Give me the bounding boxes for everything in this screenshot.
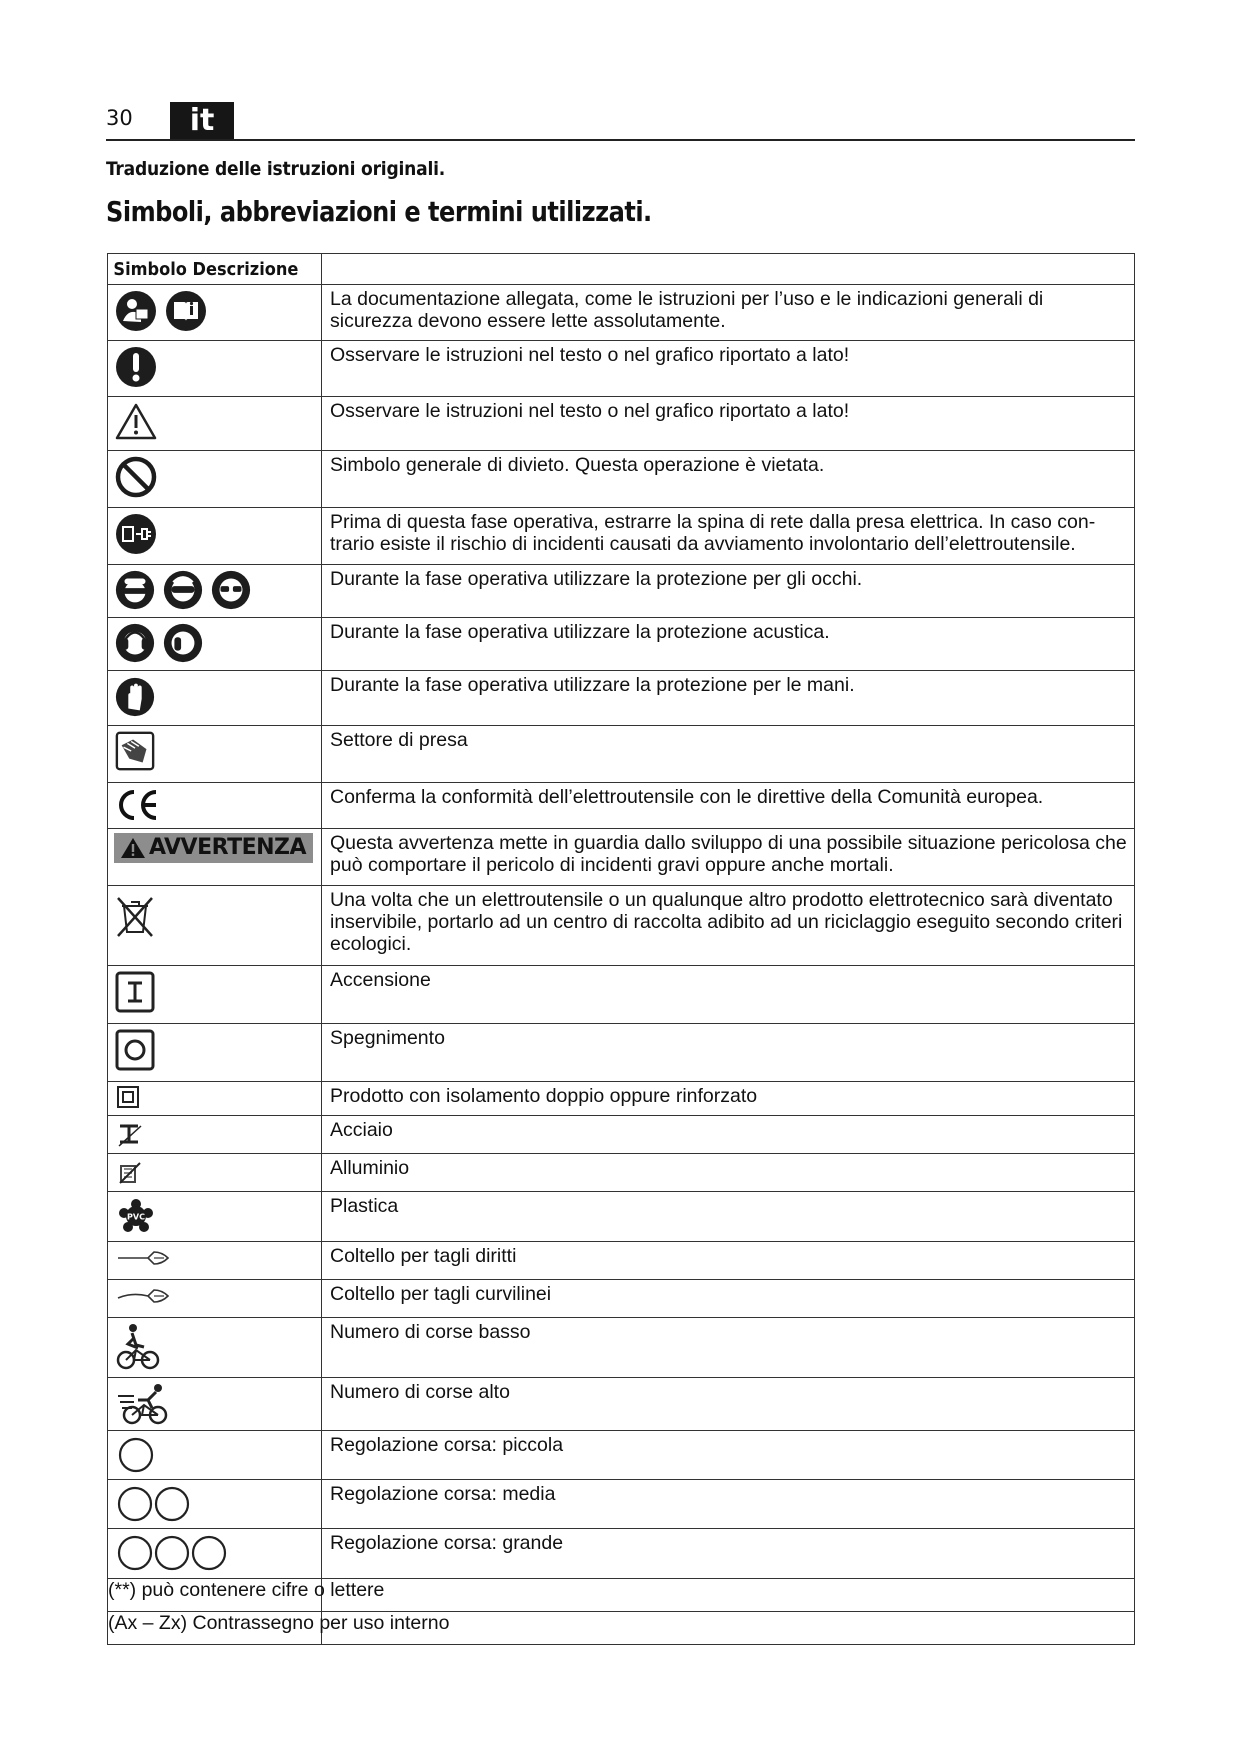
row-description: Una volta che un elettroutensile o un qualunque altro prodotto elettrotecnico sarà diventato inservibile, portarlo ad un centro di raccolta adibito ad un riciclaggio eseguito secondo criteri ecologici. xyxy=(322,886,1135,966)
ear-protection-icon xyxy=(162,622,204,664)
row-description: Coltello per tagli diritti xyxy=(322,1242,1135,1280)
table-row xyxy=(108,565,1135,618)
steel-beam-icon xyxy=(116,1120,144,1148)
stroke-medium-icon xyxy=(116,1484,192,1524)
table-row xyxy=(108,783,1135,829)
warning-badge xyxy=(114,833,313,863)
table-row xyxy=(108,1280,1135,1318)
table-row xyxy=(108,341,1135,397)
warning-badge-label: AVVERTENZA xyxy=(149,835,306,860)
goggles-helmet-icon xyxy=(162,569,204,611)
table-row xyxy=(108,451,1135,508)
grip-area-icon xyxy=(114,730,156,772)
row-description: Regolazione corsa: piccola xyxy=(322,1431,1135,1480)
row-description: Accensione xyxy=(322,966,1135,1024)
table-row xyxy=(108,1024,1135,1082)
row-description: Durante la fase operativa utilizzare la protezione acustica. xyxy=(322,618,1135,671)
note-text: (**) può contenere cifre o lettere xyxy=(108,1579,385,1601)
table-header-label: Simbolo Descrizione xyxy=(113,259,299,280)
note-row xyxy=(108,1579,1135,1612)
table-row xyxy=(108,1192,1135,1242)
language-badge: it xyxy=(170,102,234,139)
table-row xyxy=(108,1082,1135,1116)
document-subtitle: Traduzione delle istruzioni originali. xyxy=(106,158,446,180)
table-row xyxy=(108,1318,1135,1378)
gloves-icon xyxy=(114,675,156,719)
table-row xyxy=(108,508,1135,565)
row-description: Numero di corse basso xyxy=(322,1318,1135,1378)
page-number: 30 xyxy=(106,106,133,130)
row-description: Alluminio xyxy=(322,1154,1135,1192)
straight-blade-icon xyxy=(116,1246,172,1268)
safety-glasses-icon xyxy=(210,569,252,611)
table-row xyxy=(108,1529,1135,1579)
row-description: Coltello per tagli curvilinei xyxy=(322,1280,1135,1318)
earmuffs-icon xyxy=(114,622,156,664)
note-row xyxy=(108,1612,1135,1645)
stroke-large-icon xyxy=(116,1533,228,1573)
row-description: La documentazione allegata, come le istruzioni per l’uso e le indicazioni generali di sicurezza devono essere lette assolutamente. xyxy=(322,285,1135,341)
row-description: Osservare le istruzioni nel testo o nel grafico riportato a lato! xyxy=(322,397,1135,451)
power-on-icon xyxy=(114,970,156,1014)
prohibition-icon xyxy=(114,455,158,499)
power-off-icon xyxy=(114,1028,156,1072)
table-row xyxy=(108,726,1135,783)
fast-cyclist-icon xyxy=(116,1382,172,1426)
warning-triangle-icon xyxy=(120,837,146,859)
row-description: Acciaio xyxy=(322,1116,1135,1154)
row-description: Durante la fase operativa utilizzare la protezione per le mani. xyxy=(322,671,1135,726)
warning-triangle-icon xyxy=(114,401,158,441)
row-description: Durante la fase operativa utilizzare la protezione per gli occhi. xyxy=(322,565,1135,618)
row-description: Osservare le istruzioni nel testo o nel grafico riportato a lato! xyxy=(322,341,1135,397)
table-row xyxy=(108,1116,1135,1154)
table-row xyxy=(108,829,1135,886)
row-description: Prima di questa fase operativa, estrarre la spina di rete dalla presa elettrica. In caso con-trario esiste il rischio di incidenti causati da avviamento involontario dell’elettroutensile. xyxy=(322,508,1135,565)
row-description: Prodotto con isolamento doppio oppure rinforzato xyxy=(322,1082,1135,1116)
row-description: Regolazione corsa: grande xyxy=(322,1529,1135,1579)
table-row xyxy=(108,966,1135,1024)
crossed-bin-icon xyxy=(114,894,156,940)
note-text: (Ax – Zx) Contrassegno per uso interno xyxy=(108,1612,450,1634)
table-header-row xyxy=(108,254,1135,285)
row-description: Simbolo generale di divieto. Questa operazione è vietata. xyxy=(322,451,1135,508)
row-description: Settore di presa xyxy=(322,726,1135,783)
manual-book-icon xyxy=(164,289,208,333)
row-description: Questa avvertenza mette in guardia dallo sviluppo di una possibile situazione pericolosa che può comportare il pericolo di incidenti gravi oppure anche mortali. xyxy=(322,829,1135,886)
face-shield-icon xyxy=(114,569,156,611)
page-title: Simboli, abbreviazioni e termini utilizzati. xyxy=(106,195,652,228)
read-instructions-icon xyxy=(114,289,158,333)
symbols-table xyxy=(107,253,1135,1645)
plastic-pvc-icon xyxy=(116,1196,156,1236)
exclamation-icon xyxy=(114,345,158,389)
aluminium-icon xyxy=(116,1158,144,1186)
stroke-small-icon xyxy=(116,1435,156,1475)
svg-text:PVC: PVC xyxy=(127,1212,145,1222)
table-row xyxy=(108,1480,1135,1529)
header-rule xyxy=(106,139,1135,141)
double-insulation-icon xyxy=(116,1085,140,1109)
table-row xyxy=(108,671,1135,726)
row-description: Plastica xyxy=(322,1192,1135,1242)
row-description: Conferma la conformità dell’elettroutensile con le direttive della Comunità europea. xyxy=(322,783,1135,829)
table-row xyxy=(108,397,1135,451)
table-row xyxy=(108,285,1135,341)
table-row xyxy=(108,1242,1135,1280)
curved-blade-icon xyxy=(116,1284,172,1306)
table-row xyxy=(108,1154,1135,1192)
table-row xyxy=(108,886,1135,966)
ce-mark-icon xyxy=(114,787,162,823)
row-description: Spegnimento xyxy=(322,1024,1135,1082)
row-description: Regolazione corsa: media xyxy=(322,1480,1135,1529)
slow-cyclist-icon xyxy=(116,1322,162,1372)
table-row xyxy=(108,1378,1135,1431)
unplug-icon xyxy=(114,512,158,556)
row-description: Numero di corse alto xyxy=(322,1378,1135,1431)
table-row xyxy=(108,1431,1135,1480)
table-row xyxy=(108,618,1135,671)
